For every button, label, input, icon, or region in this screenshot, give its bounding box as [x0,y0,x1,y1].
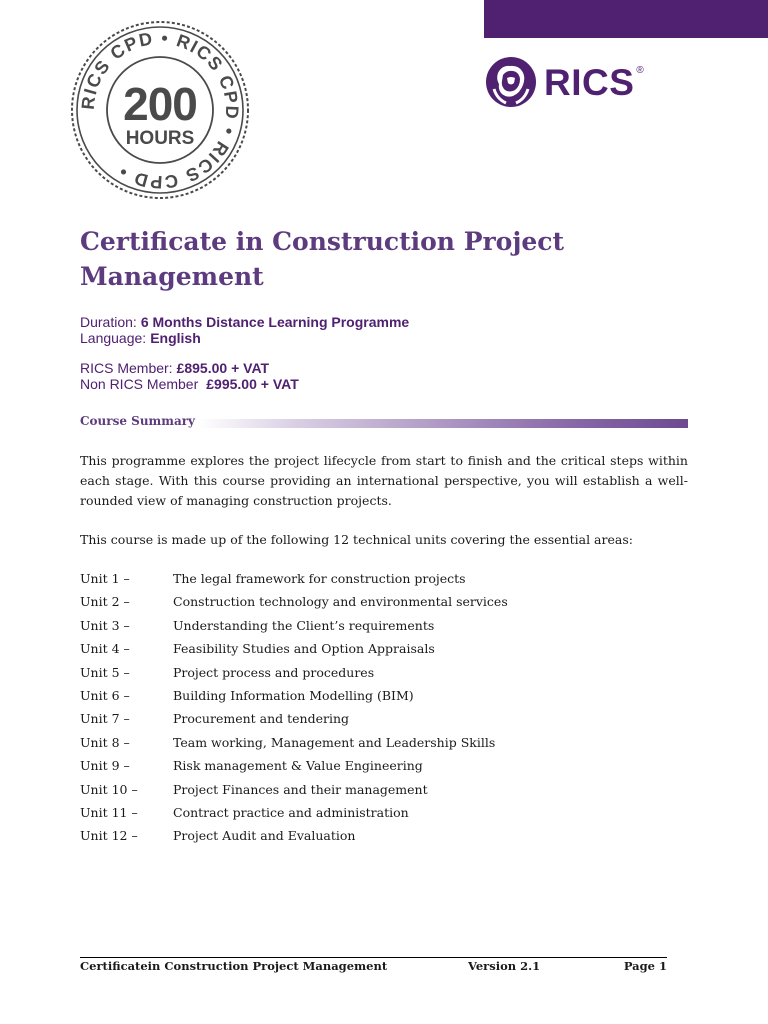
non-member-label: Non RICS Member [80,376,199,392]
list-item [80,803,688,826]
list-item [80,826,688,849]
course-details [80,314,409,346]
member-price-line [80,360,299,376]
list-item [80,569,688,592]
course-summary-heading [80,412,688,432]
unit-number: Unit 8 – [80,734,130,750]
unit-title: Risk management & Value Engineering [173,758,423,774]
unit-number: Unit 6 – [80,687,130,703]
section-heading-label: Course Summary [80,414,196,428]
list-item [80,780,688,803]
footer-page-number: Page 1 [623,959,667,973]
list-item [80,756,688,779]
list-item [80,686,688,709]
language-value: English [150,330,201,346]
language-line [80,330,409,346]
document-title: Certificate in Construction Project Management [80,227,565,291]
duration-value: 6 Months Distance Learning Programme [140,314,410,330]
unit-title: Building Information Modelling (BIM) [173,687,414,703]
unit-title: Project Finances and their management [173,781,428,797]
unit-title: Feasibility Studies and Option Appraisals [173,641,435,657]
unit-title: Project process and procedures [173,664,375,680]
unit-title: The legal framework for construction projects [173,571,466,586]
unit-number: Unit 3 – [80,617,130,633]
unit-number: Unit 4 – [80,641,130,657]
unit-title: Project Audit and Evaluation [173,828,356,844]
rics-lion-icon [484,55,538,109]
rics-logo [484,55,644,109]
duration-line [80,314,409,330]
header-color-band [484,0,768,38]
list-item [80,733,688,756]
units-intro: This course is made up of the following 12 technical units covering the essential areas: [80,532,633,547]
registered-mark: ® [636,64,644,76]
course-pricing [80,360,299,392]
list-item [80,663,688,686]
unit-number: Unit 11 – [80,804,138,820]
unit-title: Understanding the Client’s requirements [173,617,435,633]
unit-title: Procurement and tendering [173,711,350,727]
footer-version: Version 2.1 [468,959,541,973]
footer-title: Certificatein Construction Project Management [80,959,388,973]
member-label: RICS Member: [80,360,173,376]
language-label: Language: [80,330,147,346]
rics-cpd-hours-seal [70,20,250,200]
unit-number: Unit 7 – [80,711,130,727]
non-member-price: £995.00 + VAT [206,376,299,392]
units-list [80,569,688,850]
unit-title: Contract practice and administration [173,804,409,820]
unit-number: Unit 10 – [80,781,138,797]
section-heading-rule [198,419,688,428]
non-member-price-line [80,376,299,392]
member-price: £895.00 + VAT [176,360,270,376]
unit-number: Unit 1 – [80,571,130,586]
page-footer [80,957,667,973]
list-item [80,639,688,662]
unit-number: Unit 12 – [80,828,138,844]
duration-label: Duration: [80,314,137,330]
rics-wordmark: RICS [544,61,635,103]
seal-hours-label: HOURS [125,128,195,149]
list-item [80,592,688,615]
seal-hours-value: 200 [123,78,197,130]
unit-number: Unit 2 – [80,594,130,610]
unit-title: Team working, Management and Leadership Skills [173,734,496,750]
seal-ring-text: RICS CPD • RICS CPD • RICS CPD • [77,27,243,193]
intro-paragraph: This programme explores the project lifecycle from start to finish and the critical steps within each stage. With this course providing an international perspective, you will establish a well-rounded view of managing construction projects. [80,453,688,508]
list-item [80,616,688,639]
list-item [80,709,688,732]
unit-number: Unit 5 – [80,664,130,680]
unit-number: Unit 9 – [80,758,130,774]
unit-title: Construction technology and environmental services [173,594,508,610]
